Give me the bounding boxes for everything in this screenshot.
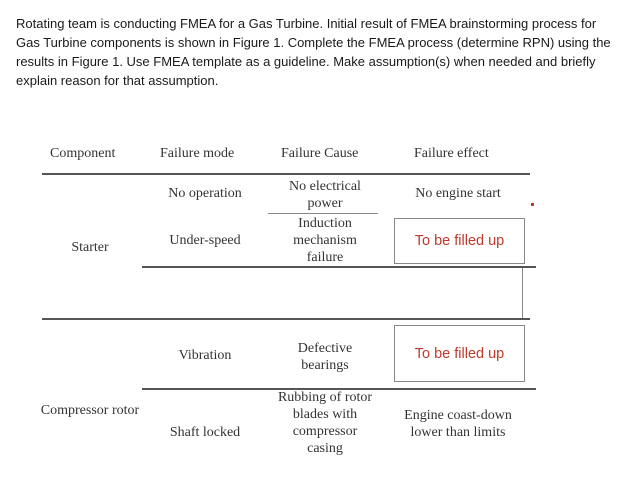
cause-induction-mechanism-failure: Induction mechanism failure bbox=[293, 216, 357, 265]
mode-under-speed: Under-speed bbox=[169, 233, 241, 248]
mode-vibration: Vibration bbox=[178, 348, 232, 363]
cause-no-electrical-power: No electrical power bbox=[289, 179, 361, 211]
effect-engine-coast-down: Engine coast-down lower than limits bbox=[404, 408, 512, 440]
red-dot-marker bbox=[531, 203, 534, 206]
vertical-connector bbox=[522, 268, 523, 318]
component-starter: Starter bbox=[71, 240, 109, 255]
cause-rubbing-rotor-blades: Rubbing of rotor blades with compressor casing bbox=[277, 390, 373, 456]
cause-defective-bearings: Defective bearings bbox=[297, 341, 353, 373]
header-failure-cause: Failure Cause bbox=[281, 146, 359, 161]
header-rule bbox=[42, 173, 530, 175]
component-compressor-rotor: Compressor rotor bbox=[40, 403, 140, 418]
mode-no-operation: No operation bbox=[168, 186, 242, 201]
effect-no-engine-start: No engine start bbox=[415, 186, 501, 201]
effect-placeholder-box-1: To be filled up bbox=[394, 218, 525, 264]
header-component: Component bbox=[50, 146, 116, 161]
row-rule-1 bbox=[268, 213, 378, 214]
instructions-paragraph: Rotating team is conducting FMEA for a Gas Turbine. Initial result of FMEA brainstorming process for Gas Turbine components is shown in Figure 1. Complete the FMEA process (determine RPN) using the results in Figure 1. Use FMEA template as a guideline. Make assumption(s) when needed and briefly explain reason for that assumption. bbox=[16, 16, 611, 88]
mode-shaft-locked: Shaft locked bbox=[169, 425, 241, 440]
row-rule-2 bbox=[142, 266, 536, 268]
header-failure-mode: Failure mode bbox=[160, 146, 235, 161]
section-rule bbox=[42, 318, 530, 320]
effect-placeholder-box-2: To be filled up bbox=[394, 325, 525, 382]
header-failure-effect: Failure effect bbox=[414, 146, 489, 161]
